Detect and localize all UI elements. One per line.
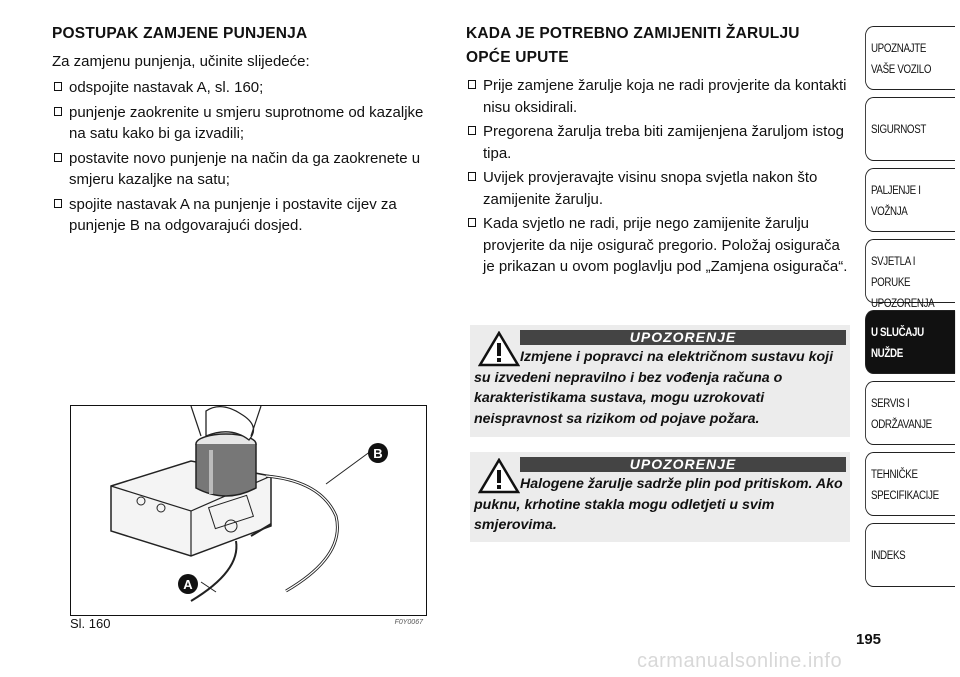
list-item: postavite novo punjenje na način da ga zaokrenete u smjeru kazaljke na satu;	[52, 148, 437, 191]
section-title-bulb-replacement: KADA JE POTREBNO ZAMIJENITI ŽARULJU	[466, 25, 800, 42]
page-number: 195	[856, 631, 882, 648]
tab-label-line1: PALJENJE I	[870, 185, 921, 197]
warning-text: Izmjene i popravci na električnom sustavu koji su izvedeni nepravilno i bez vođenja računa o karakteristikama sustava, mogu uzrokovati neispravnost sa rizikom od pojave požara.	[474, 349, 834, 427]
tab-svjetla[interactable]	[865, 239, 955, 310]
list-item: odspojite nastavak A, sl. 160;	[52, 77, 437, 99]
tab-paljenje[interactable]	[865, 168, 955, 232]
tab-label-line1: TEHNIČKE	[870, 469, 918, 481]
tab-label-line2: SPECIFIKACIJE	[870, 490, 939, 502]
list-item: Kada svjetlo ne radi, prije nego zamijenite žarulju provjerite da nije osigurač pregorio. Položaj osigurača je prikazan u ovom poglavlju pod „Zamjena osigurača“.	[466, 213, 851, 278]
section-title-charge-replacement: POSTUPAK ZAMJENE PUNJENJA	[52, 25, 308, 42]
tab-label-line1: SERVIS I	[870, 398, 910, 410]
figure-code: F0Y0067	[394, 619, 423, 626]
tab-upoznajte[interactable]	[865, 26, 955, 90]
tab-label-line2: NUŽDE	[870, 348, 903, 360]
tab-label-line2: VOŽNJA	[870, 206, 908, 218]
steps-list	[52, 77, 437, 237]
chapter-tabs	[865, 26, 960, 594]
figure-160	[70, 405, 427, 616]
list-item: spojite nastavak A na punjenje i postavite cijev za punjenje B na odgovarajući dosjed.	[52, 194, 437, 237]
tab-indeks[interactable]	[865, 523, 955, 587]
warning-box	[470, 325, 850, 437]
label-b: B	[373, 446, 383, 461]
intro-text: Za zamjenu punjenja, učinite slijedeće:	[52, 53, 310, 70]
tab-label-line1: INDEKS	[870, 550, 906, 562]
left-column	[52, 24, 437, 240]
tab-label-line2: ODRŽAVANJE	[870, 419, 932, 431]
section-subtitle-general: OPĆE UPUTE	[466, 49, 569, 66]
warning-label: UPOZORENJE	[520, 457, 846, 472]
figure-caption	[70, 616, 427, 631]
tab-label-line1: SVJETLA I PORUKE	[870, 256, 916, 289]
tab-sigurnost[interactable]	[865, 97, 955, 161]
tab-label-line2: VAŠE VOZILO	[870, 64, 932, 76]
tab-tehnicke[interactable]	[865, 452, 955, 516]
list-item: Uvijek provjeravajte visinu snopa svjetla nakon što zamijenite žarulju.	[466, 167, 851, 210]
charge-replacement-illustration	[71, 406, 426, 615]
warning-text: Halogene žarulje sadrže plin pod pritiskom. Ako puknu, krhotine stakla mogu odletjeti u svim smjerovima.	[474, 476, 843, 533]
right-column	[466, 24, 851, 281]
tab-label-line2: UPOZORENJA	[870, 298, 935, 310]
tab-servis[interactable]	[865, 381, 955, 445]
instructions-list	[466, 75, 851, 278]
list-item: Pregorena žarulja treba biti zamijenjena žaruljom istog tipa.	[466, 121, 851, 164]
tab-label-line1: U SLUČAJU	[870, 327, 924, 339]
figure-caption-text: Sl. 160	[70, 616, 111, 631]
watermark: carmanualsonline.info	[637, 650, 843, 672]
label-a: A	[183, 577, 193, 592]
warning-label: UPOZORENJE	[520, 330, 846, 345]
warning-box	[470, 452, 850, 542]
list-item: Prije zamjene žarulje koja ne radi provjerite da kontakti nisu oksidirali.	[466, 75, 851, 118]
tab-u-slucaju-nuzde[interactable]	[865, 310, 955, 374]
tab-label-line1: SIGURNOST	[870, 124, 927, 136]
list-item: punjenje zaokrenite u smjeru suprotnome od kazaljke na satu kako bi ga izvadili;	[52, 102, 437, 145]
tab-label-line1: UPOZNAJTE	[870, 43, 927, 55]
